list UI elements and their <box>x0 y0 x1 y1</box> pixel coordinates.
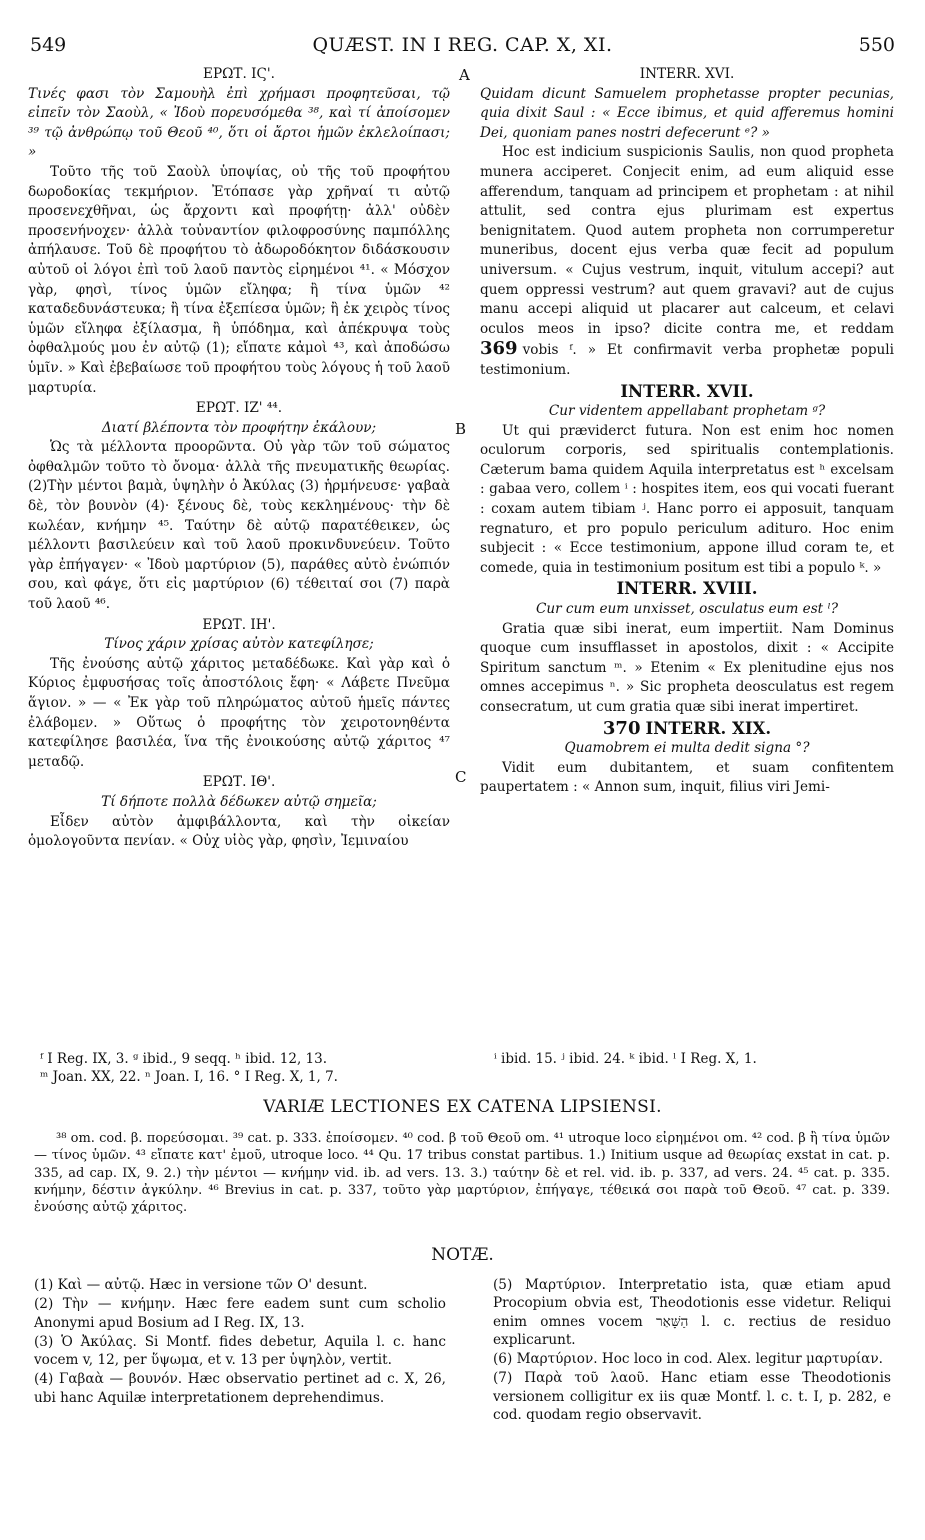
greek-answer-16: Τοῦτο τῆς τοῦ Σαοὺλ ὑποψίας, οὐ τῆς τοῦ προφήτου δωροδοκίας τεκμήριον. Ἐτόπασε γὰρ χρῆναί τι αὐτῷ προσενεχθῆναι, ὡς ἄρχοντι καὶ προφήτῃ· ἀλλ' οὐδὲν προσενήνοχεν· ἀλλὰ τοὐναντίον φιλοφροσύνης παμπόλλης ἀπήλαυσε. Τοῦ δὲ προφήτου τὸ ἀδωροδόκητον διδάσκουσιν αὐτοῦ οἱ λόγοι ἐπὶ τοῦ λαοῦ παντὸς εἰρημένοι ⁴¹. « Μόσχον γὰρ, φησὶ, τίνος ὑμῶν εἴληφα; ἢ τίνα ὑμῶν ⁴² καταδεδυνάστευκα; ἢ τίνα ἐξεπίεσα ὑμῶν; ἢ ἐκ χειρὸς τίνος ὑμῶν εἴληφα ἐξίλασμα, ἢ ὑπόδημα, καὶ ἀπέκρυψα τοὺς ὀφθαλμούς μου ἐν αὐτῷ (1); εἴπατε κἀμοὶ ⁴³, καὶ ἀποδώσω ὑμῖν. » Καὶ ἐβεβαίωσε τοῦ προφήτου τοὺς λόγους ἡ τοῦ λαοῦ μαρτυρία. <box>28 163 450 396</box>
note-7: (7) Παρὰ τοῦ λαοῦ. Hanc etiam esse Theodotionis versionem colligitur ex iis quæ Montf. l. c. t. I, p. 282, e cod. quodam regio observavit. <box>493 1370 891 1424</box>
greek-question-17-heading: ΕΡΩΤ. ΙΖ' ⁴⁴. <box>195 400 283 417</box>
page-number-left: 549 <box>30 34 67 56</box>
latin-question-16-heading: INTERR. XVI. <box>639 66 735 82</box>
greek-answer-18: Τῆς ἐνούσης αὐτῷ χάριτος μεταδέδωκε. Καὶ γὰρ καὶ ὁ Κύριος ἐμφυσήσας τοῖς ἀποστόλοις ἔφη· « Λάβετε Πνεῦμα ἅγιον. » — « Ἐκ γὰρ τοῦ πληρώματος αὐτοῦ ἡμεῖς πάντες ἐλάβομεν. » Οὕτως ὁ προφήτης τὸν χειροτονηθέντα κατεφίλησε βασιλέα, ἵνα τῆς ἐνοικούσης αὐτῷ χάριτος ⁴⁷ μεταδῷ. <box>28 655 450 770</box>
note-2: (2) Τὴν — κνήμην. Hæc fere eadem sunt cum scholio Anonymi apud Bosium ad I Reg. IX, 13. <box>34 1296 446 1331</box>
margin-page-369: 369 <box>480 338 518 360</box>
variae-lectiones-title: VARIÆ LECTIONES EX CATENA LIPSIENSI. <box>263 1097 662 1117</box>
latin-question-17: Cur videntem appellabant prophetam ᵍ? <box>548 403 826 420</box>
note-5: (5) Μαρτύριον. Interpretatio ista, quæ etiam apud Procopium obvia est, Theodotionis esse videtur. Reliqui enim omnes vocem הַשָּׁאַר l. c. rectius de residuo explicarunt. <box>493 1277 891 1348</box>
greek-question-18: Τίνος χάριν χρίσας αὐτὸν κατεφίλησε; <box>104 636 374 653</box>
notae-right-column <box>493 1276 891 1425</box>
greek-answer-17: Ὡς τὰ μέλλοντα προορῶντα. Οὐ γὰρ τῶν τοῦ σώματος ὀφθαλμῶν τοῦτο τὸ ὄνομα· ἀλλὰ τῆς πνευματικῆς θεωρίας. (2)Τὴν μέντοι βαμὰ, ὑψηλὴν ὁ Ἀκύλας (3) ἡρμήνευσε· γαβαὰ δὲ, τὸν βουνὸν (4)· ξένους δὲ, τοὺς κεκλημένους· τὴν δὲ κωλέαν, κνήμην ⁴⁵. Ταύτην δὲ αὐτῷ παρατέθεικεν, ὡς μέλλοντι βασιλεύειν καὶ τοῦ λαοῦ προκινδυνεύειν. Τοῦτο γὰρ ἐπήγαγεν· « Ἰδοὺ μαρτύριον (5), παράθες αὐτὸ ἐνώπιόν σου, καὶ φάγε, ὅτι εἰς μαρτύριον (6) τέθειταί σοι (7) παρὰ τοῦ λαοῦ ⁴⁶. <box>28 439 450 613</box>
latin-question-17-heading: INTERR. XVII. <box>620 381 754 401</box>
variae-lectiones-body: ³⁸ om. cod. β. πορεύσομαι. ³⁹ cat. p. 333. ἐποίσομεν. ⁴⁰ cod. β τοῦ Θεοῦ om. ⁴¹ utroque loco εἰρημένοι om. ⁴² cod. β ἢ τίνα ὑμῶν — τίνος ὑμῶν. ⁴³ εἴπατε κατ' ἐμοῦ, utroque loco. ⁴⁴ Qu. 17 tribus constat partibus. 1.) Initium usque ad θεωρίας exstat in cat. p. 335, ad cap. IX, 9. 2.) τὴν μέντοι — κνήμην vid. ib. ad vers. 13. 3.) ταύτην δὲ et rel. vid. ib. p. 337, ad vers. 24. ⁴⁵ cat. p. 335. κνήμην, δέστιν ἀγκύλην. ⁴⁶ Brevius in cat. p. 337, τοῦτο γὰρ μαρτύριον, ἐπήγαγε, τέθεικά σοι παρὰ τοῦ Θεοῦ. ⁴⁷ cat. p. 339. ἐνούσης αὐτῷ χάριτος. <box>34 1131 890 1216</box>
footnote-line: ᶠ I Reg. IX, 3. ᵍ ibid., 9 seqq. ʰ ibid. 12, 13. <box>40 1051 327 1067</box>
greek-question-19: Τί δήποτε πολλὰ δέδωκεν αὐτῷ σημεῖα; <box>101 793 377 810</box>
latin-question-18-heading: INTERR. XVIII. <box>616 579 758 599</box>
notae-left-column <box>34 1276 446 1408</box>
left-footnotes <box>40 1050 460 1086</box>
latin-question-16: Quidam dicunt Samuelem prophetasse propter pecunias, quia dixit Saul : « Ecce ibimus, et quid afferemus homini Dei, quoniam panes nostri defecerunt ᵉ? » <box>480 85 894 141</box>
latin-column <box>480 64 894 798</box>
margin-mark-c: C <box>455 768 467 786</box>
margin-mark-b: B <box>455 420 467 438</box>
note-6: (6) Μαρτύριον. Hoc loco in cod. Alex. legitur μαρτυρίαν. <box>493 1351 883 1368</box>
margin-mark-a: A <box>459 66 470 84</box>
latin-question-18: Cur cum eum unxisset, osculatus eum est ˡ? <box>535 601 839 618</box>
latin-answer-19: Vidit eum dubitantem, et suam confitentem paupertatem : « Annon sum, inquit, filius viri Jemi- <box>480 759 894 796</box>
greek-question-16: Τινές φασι τὸν Σαμουὴλ ἐπὶ χρήμασι προφητεῦσαι, τῷ εἰπεῖν τὸν Σαοὺλ, « Ἰδοὺ πορευσόμεθα ³⁸, καὶ τί ἀποίσομεν ³⁹ τῷ ἀνθρώπῳ τοῦ Θεοῦ ⁴⁰, ὅτι οἱ ἄρτοι ἡμῶν ἐκλελοίπασι; » <box>28 85 450 161</box>
latin-question-19-label: INTERR. XIX. <box>645 718 772 738</box>
greek-question-17: Διατί βλέποντα τὸν προφήτην ἐκάλουν; <box>101 419 377 436</box>
latin-answer-16-part-a: Hoc est indicium suspicionis Saulis, non quod propheta munera acciperet. Conjecit enim, ad eum aliquid esse afferendum, tanquam ad principem et prophetam : at nihil attulit, sed contra ejus plurimam est expertus benignitatem. Quod autem propheta non corrumperetur muneribus, docent ejus verba quæ fecit ad populum universum. « Cujus vestrum, inquit, vitulum accepi? aut quem oppressi vestrum? aut quem gravavi? aut de cujus manu accepi aliquid ut placarer aut calceum, et celavi oculos meos in ipso? dicite contra me, et reddam <box>480 144 894 337</box>
latin-answer-17: Ut qui præviderct futura. Non est enim hoc nomen oculorum corporis, sed spiritualis contemplationis. Cæterum bama quidem Aquila interpretatus est ʰ excelsam : gabaa vero, collem ⁱ : hospites item, eos qui vocati fuerant : coxam autem tibiam ʲ. Hanc porro ei apposuit, tanquam regnaturo, et pro populo periculum adituro. Hoc enim subjecit : « Ecce testimonium, appone illud coram te, et comede, quia in testimonium positum est tibi a populo ᵏ. » <box>480 422 894 576</box>
greek-question-18-heading: ΕΡΩΤ. ΙΗ'. <box>202 616 276 633</box>
note-4: (4) Γαβαὰ — βουνόν. Hæc observatio pertinet ad c. X, 26, ubi hanc Aquilæ interpretationem deprehendimus. <box>34 1371 446 1406</box>
notae-title: NOTÆ. <box>431 1245 494 1265</box>
greek-answer-19: Εἶδεν αὐτὸν ἀμφιβάλλοντα, καὶ τὴν οἰκείαν ὁμολογοῦντα πενίαν. « Οὐχ υἱὸς γὰρ, φησὶν, Ἰεμιναίου <box>28 813 450 850</box>
margin-page-370: 370 <box>602 717 641 739</box>
latin-question-19-heading <box>480 719 894 739</box>
greek-question-19-heading: ΕΡΩΤ. ΙΘ'. <box>202 774 276 791</box>
latin-question-19: Quamobrem ei multa dedit signa °? <box>564 740 810 757</box>
footnote-line: ⁱ ibid. 15. ʲ ibid. 24. ᵏ ibid. ˡ I Reg. X, 1. <box>494 1051 757 1067</box>
greek-question-16-heading: ΕΡΩΤ. ΙϚ'. <box>203 66 275 82</box>
page-header <box>30 34 895 60</box>
latin-answer-18: Gratia quæ sibi inerat, eum impertiit. Nam Dominus quoque cum insufflasset in apostolos, dixit : « Accipite Spiritum sanctum ᵐ. » Etenim « Ex plenitudine ejus nos omnes accepimus ⁿ. » Sic propheta deosculatus est regem consecratum, ut cum gratia quæ sibi inerat impertiret. <box>480 620 894 715</box>
latin-answer-16-part-b: vobis ᶠ. » Et confirmavit verba prophetæ populi testimonium. <box>480 342 894 378</box>
right-footnotes <box>494 1050 894 1068</box>
footnote-line: ᵐ Joan. XX, 22. ⁿ Joan. I, 16. ° I Reg. X, 1, 7. <box>40 1069 338 1085</box>
greek-column <box>28 64 450 852</box>
note-1: (1) Καὶ — αὐτῷ. Hæc in versione τῶν Ο' desunt. <box>34 1277 368 1293</box>
page-number-right: 550 <box>858 34 895 56</box>
latin-answer-16 <box>480 143 894 380</box>
running-title: QUÆST. IN I REG. CAP. X, XI. <box>312 34 613 56</box>
note-3: (3) Ὁ Ἀκύλας. Si Montf. fides debetur, Aquila l. c. hanc vocem v, 12, per ὕψωμα, et v. 13 per ὑψηλὸν, vertit. <box>34 1333 446 1369</box>
